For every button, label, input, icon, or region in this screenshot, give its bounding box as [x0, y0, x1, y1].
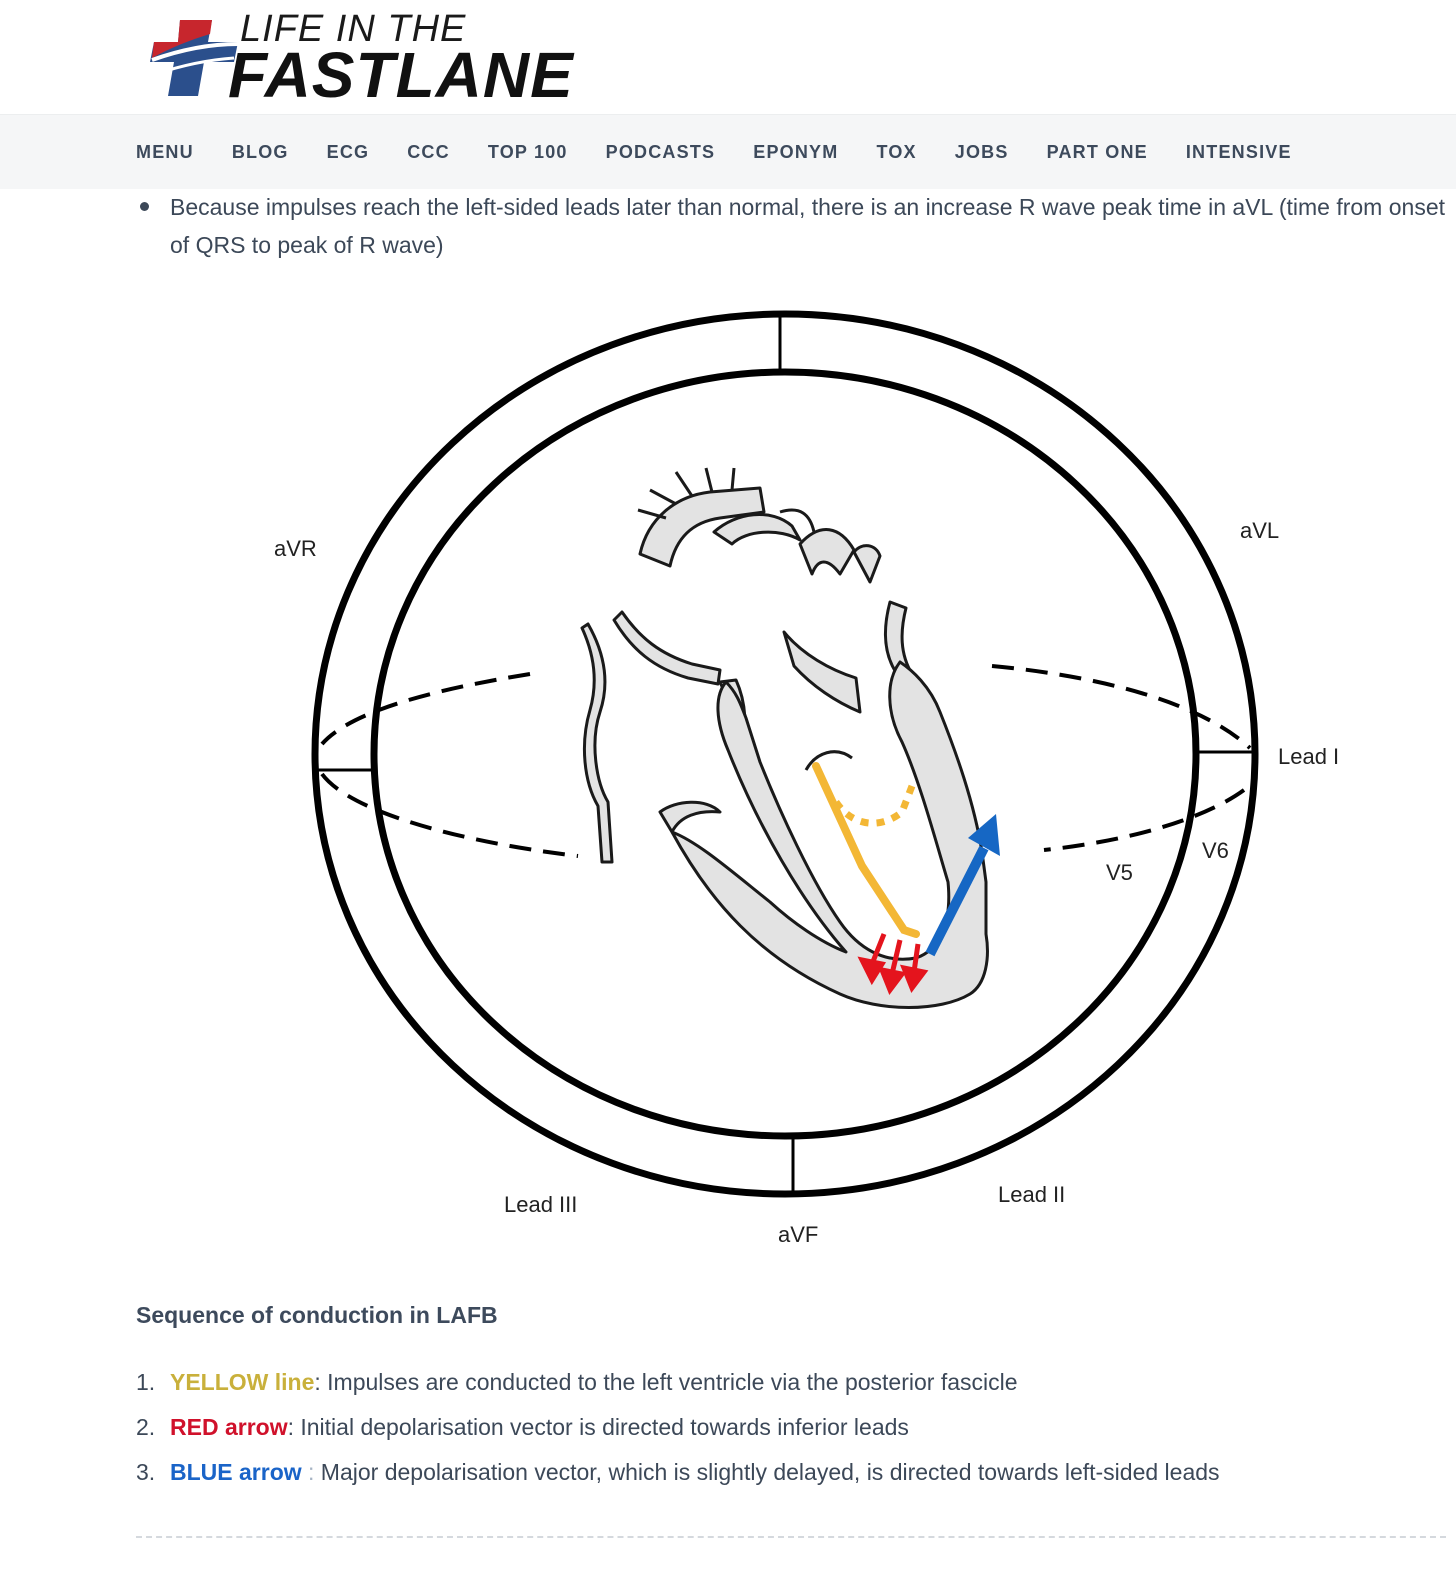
section-divider [136, 1536, 1446, 1538]
sequence-separator: : [287, 1414, 294, 1440]
nav-item-podcasts[interactable]: PODCASTS [605, 141, 716, 162]
sequence-body [170, 1453, 1220, 1491]
sequence-item-blue [136, 1453, 1436, 1498]
label-avr: aVR [274, 536, 317, 561]
logo-line-top: LIFE IN THE [240, 8, 467, 50]
sequence-item-yellow [136, 1363, 1436, 1408]
nav-item-menu[interactable]: MENU [136, 141, 194, 162]
nav-item-eponym[interactable]: EPONYM [753, 141, 839, 162]
label-lead-ii: Lead II [998, 1182, 1066, 1207]
outer-ring [315, 314, 1255, 1194]
label-avl: aVL [1240, 518, 1280, 543]
keyword-yellow-line: YELLOW line [170, 1369, 315, 1395]
inner-ring [374, 372, 1196, 1136]
label-v6: V6 [1202, 838, 1229, 863]
red-depolarisation-arrows [862, 934, 924, 990]
sequence-body [170, 1408, 909, 1446]
bullet-text: Because impulses reach the left-sided leads later than normal, there is an increase R wave peak time in aVL (time from onset of QRS to peak of R wave) [170, 194, 1445, 258]
sequence-separator: : [314, 1369, 321, 1395]
sequence-list [136, 1363, 1436, 1498]
bullet-dot [140, 202, 149, 211]
keyword-blue-arrow: BLUE arrow [170, 1459, 302, 1485]
nav-item-part-one[interactable]: PART ONE [1046, 141, 1148, 162]
sequence-number: 2. [136, 1414, 156, 1440]
sequence-heading: Sequence of conduction in LAFB [136, 1302, 498, 1328]
label-lead-i: Lead I [1278, 744, 1340, 769]
label-v5: V5 [1106, 860, 1133, 885]
sequence-text: Major depolarisation vector, which is slightly delayed, is directed towards left-sided leads [314, 1459, 1220, 1485]
nav-item-jobs[interactable]: JOBS [954, 141, 1009, 162]
yellow-dotted-line [836, 786, 912, 823]
heart-illustration [582, 468, 987, 1008]
nav-item-tox[interactable]: TOX [876, 141, 917, 162]
sequence-number: 1. [136, 1369, 156, 1395]
sequence-separator: : [301, 1459, 315, 1485]
sequence-text: Impulses are conducted to the left ventricle via the posterior fascicle [320, 1369, 1018, 1395]
nav-item-ecg[interactable]: ECG [326, 141, 370, 162]
nav-item-top-100[interactable]: TOP 100 [487, 141, 568, 162]
label-avf: aVF [778, 1222, 819, 1247]
label-lead-iii: Lead III [504, 1192, 578, 1217]
logo-line-bottom: FASTLANE [228, 39, 574, 111]
site-logo[interactable] [150, 8, 580, 111]
sequence-number: 3. [136, 1459, 156, 1485]
sequence-body [170, 1363, 1018, 1401]
sequence-text: Initial depolarisation vector is directed towards inferior leads [293, 1414, 909, 1440]
nav-item-ccc[interactable]: CCC [407, 141, 450, 162]
lafb-conduction-diagram [240, 282, 1360, 1262]
keyword-red-arrow: RED arrow [170, 1414, 288, 1440]
nav-item-blog[interactable]: BLOG [231, 141, 289, 162]
nav-item-intensive[interactable]: INTENSIVE [1185, 141, 1292, 162]
main-nav-bar [0, 114, 1456, 189]
sequence-item-red [136, 1408, 1436, 1453]
main-nav [136, 115, 1330, 189]
medical-cross-logo-icon [150, 14, 240, 100]
